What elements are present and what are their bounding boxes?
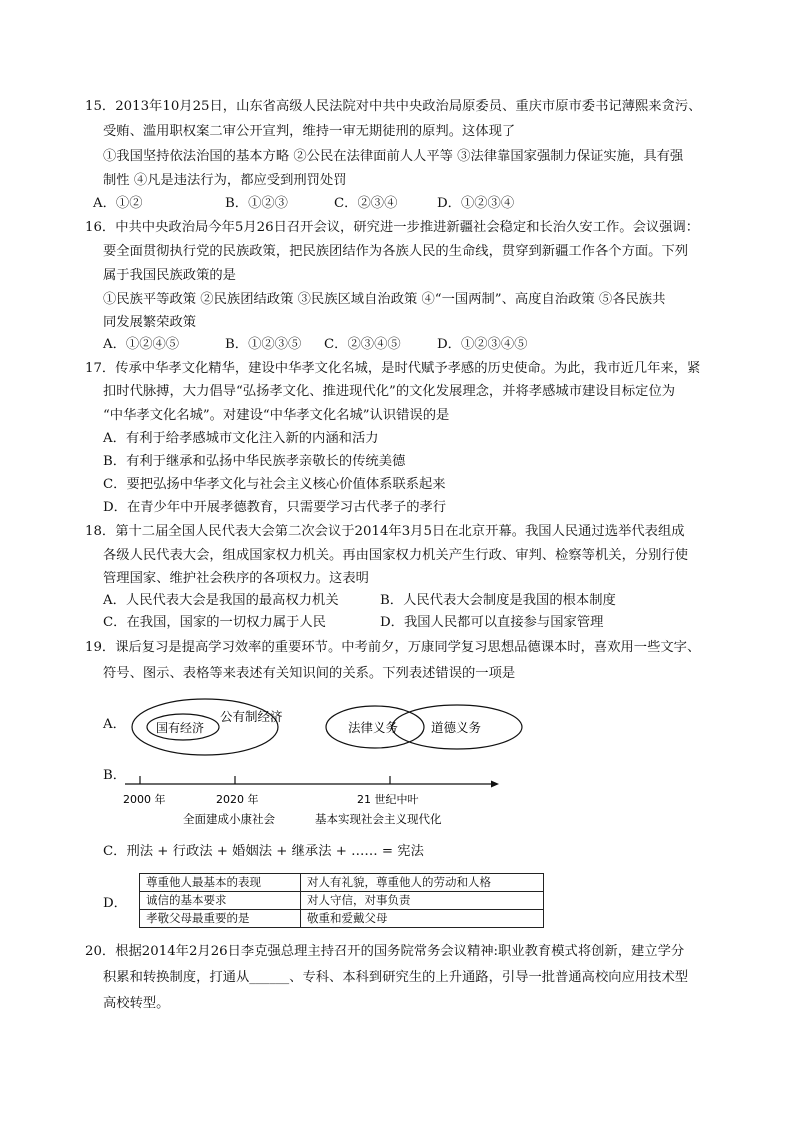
q16-line-3: 属于我国民族政策的是 [103,268,236,283]
q20-line-2: 积累和转换制度，打通从______、专科、本科到研究生的上升通路，引导一批普通高校向应用技术型 [103,970,689,985]
state-owned-label: 国有经济 [156,721,205,735]
table-cell: 对人有礼貌，尊重他人的劳动和人格 [301,874,544,892]
q19-option-a-letter[interactable]: A． [103,717,126,732]
q19-option-a-diagram [125,695,545,760]
q16-line-2: 要全面贯彻执行党的民族政策，把民族团结作为各族人民的生命线，贯穿到新疆工作各个方面。下列 [103,244,689,259]
q17-line-2: 扣时代脉搏，大力倡导“弘扬孝文化、推进现代化”的文化发展理念，并将孝感城市建设目标定位为 [103,384,676,399]
table-cell: 敬重和爱戴父母 [301,910,544,928]
q18-line-1: 18．第十二届全国人民代表大会第二次会议于2014年3月5日在北京开幕。我国人民通过选举代表组成 [85,524,685,539]
q19-option-b-timeline [115,770,515,830]
q19-line-2: 符号、图示、表格等来表述有关知识间的关系。下列表述错误的一项是 [103,666,516,681]
q18-option-b[interactable]: B．人民代表大会制度是我国的根本制度 [380,593,616,608]
moral-duty-label: 道德义务 [431,720,482,735]
public-ownership-label: 公有制经济 [220,709,283,724]
q18-option-c[interactable]: C．在我国，国家的一切权力属于人民 [103,615,326,630]
public-ownership-ellipse [132,699,278,755]
q15-option-c[interactable]: C．②③④ [334,196,398,211]
q18-line-3: 管理国家、维护社会秩序的各项权力。这表明 [103,571,369,586]
q15-option-d[interactable]: D．①②③④ [437,196,515,211]
timeline-tick-label-2020: 2020 年 [216,793,259,806]
timeline-label-modernization: 基本实现社会主义现代化 [315,812,442,826]
q19-option-d-table [139,873,544,928]
table-cell: 诚信的基本要求 [140,892,301,910]
q19-line-1: 19．课后复习是提高学习效率的重要环节。中考前夕，万康同学复习思想品德课本时，喜欢用一些文字、 [85,640,701,655]
q15-line-1: 15．2013年10月25日，山东省高级人民法院对中共中央政治局原委员、重庆市原市委书记薄熙来贪污、 [85,99,702,114]
table-row [140,874,544,892]
table-row [140,892,544,910]
q16-option-c[interactable]: C．②③④⑤ [324,337,401,352]
q17-option-a[interactable]: A．有利于给孝感城市文化注入新的内涵和活力 [103,431,379,446]
q16-line-1: 16．中共中央政治局今年5月26日召开会议，研究进一步推进新疆社会稳定和长治久安工作。会议强调： [85,220,700,235]
q17-line-1: 17．传承中华孝文化精华，建设中华孝文化名城，是时代赋予孝感的历史使命。为此，我市近几年来，紧 [85,361,701,376]
q15-line-3: ①我国坚持依法治国的基本方略 ②公民在法律面前人人平等 ③法律靠国家强制力保证实施，具有强 [103,149,684,164]
q16-line-5: 同发展繁荣政策 [103,315,197,330]
q15-option-b[interactable]: B．①②③ [225,196,288,211]
table-cell: 对人守信，对事负责 [301,892,544,910]
q19-option-b-letter[interactable]: B． [103,768,127,783]
timeline-arrow-icon [491,781,499,788]
timeline-tick-label-21c: 21 世纪中叶 [357,793,419,806]
q16-option-a[interactable]: A．①②④⑤ [103,337,180,352]
q16-option-d[interactable]: D．①②③④⑤ [437,337,528,352]
q17-line-3: “中华孝文化名城”。对建设“中华孝文化名城”认识错误的是 [103,408,450,423]
q15-line-4: 制性 ④凡是违法行为，都应受到刑罚处罚 [103,173,347,188]
legal-duty-label: 法律义务 [348,720,399,735]
q17-option-c[interactable]: C．要把弘扬中华孝文化与社会主义核心价值体系联系起来 [103,477,446,492]
q17-option-b[interactable]: B．有利于继承和弘扬中华民族孝亲敬长的传统美德 [103,454,406,469]
q18-option-a[interactable]: A．人民代表大会是我国的最高权力机关 [103,593,339,608]
q20-line-1: 20．根据2014年2月26日李克强总理主持召开的国务院常务会议精神:职业教育模式将创新，建立学分 [85,944,685,959]
timeline-label-xiaokang: 全面建成小康社会 [183,812,275,826]
q15-line-2: 受贿、滥用职权案二审公开宣判，维持一审无期徒刑的原判。这体现了 [103,124,516,139]
q16-option-b[interactable]: B．①②③⑤ [225,337,302,352]
timeline-tick-label-2000: 2000 年 [123,793,166,806]
table-cell: 孝敬父母最重要的是 [140,910,301,928]
q15-option-a[interactable]: A．①② [93,196,143,211]
q19-option-c[interactable]: C．刑法 + 行政法 + 婚姻法 + 继承法 + …… = 宪法 [103,844,424,859]
table-row [140,910,544,928]
q19-option-d-letter[interactable]: D． [103,896,127,911]
table-cell: 尊重他人最基本的表现 [140,874,301,892]
q16-line-4: ①民族平等政策 ②民族团结政策 ③民族区域自治政策 ④“一国两制”、高度自治政策 ⑤各民族共 [103,292,666,307]
q18-line-2: 各级人民代表大会，组成国家权力机关。再由国家权力机关产生行政、审判、检察等机关，分别行使 [103,548,689,563]
q18-option-d[interactable]: D．我国人民都可以直接参与国家管理 [380,615,604,630]
q17-option-d[interactable]: D．在青少年中开展孝德教育，只需要学习古代孝子的孝行 [103,500,447,515]
q20-line-3: 高校转型。 [103,996,170,1011]
